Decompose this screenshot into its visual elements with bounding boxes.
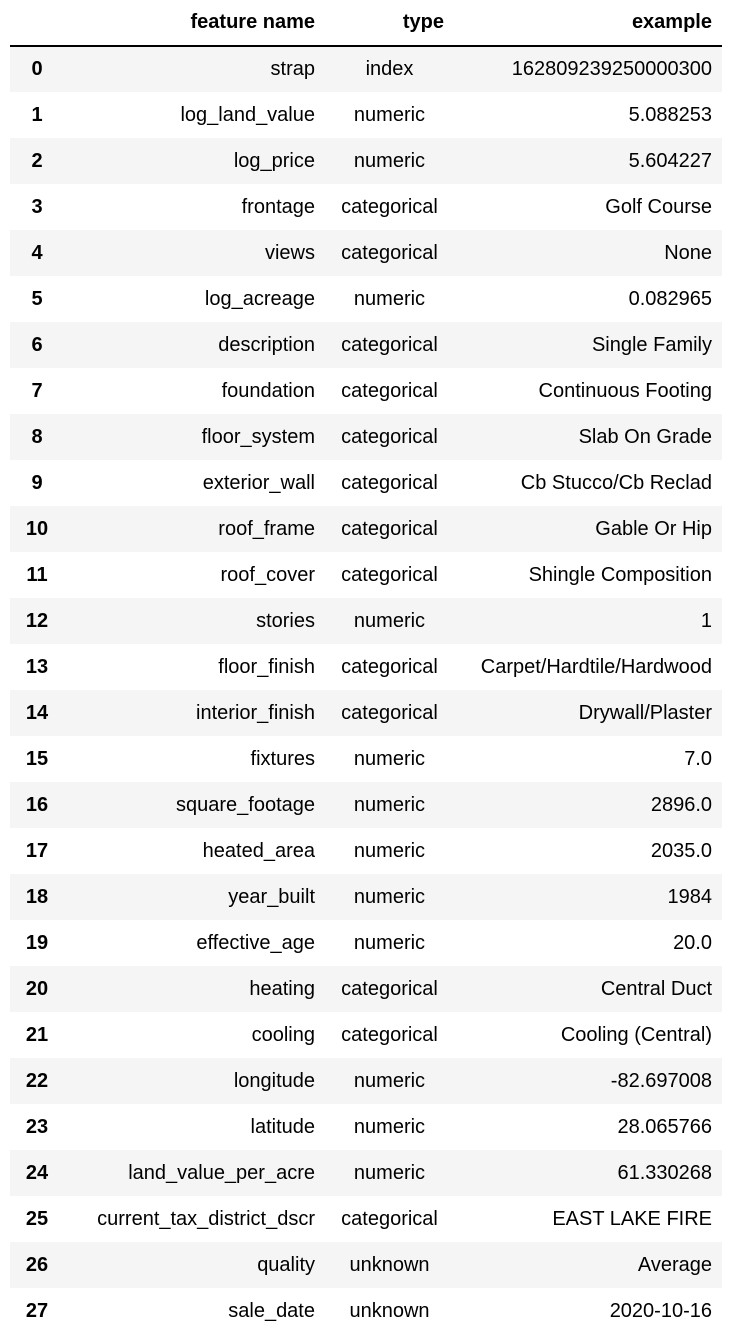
header-feature-name: feature name: [64, 4, 325, 46]
table-row: [10, 1150, 722, 1196]
example-cell: 162809239250000300: [511, 58, 712, 80]
table-row: [10, 1288, 722, 1334]
feature-name-cell: roof_frame: [218, 517, 315, 540]
feature-name-cell: log_acreage: [204, 287, 315, 310]
table-row: [10, 1104, 722, 1150]
table-row: [10, 1196, 722, 1242]
type-cell: categorical: [341, 379, 438, 402]
example-cell: 5.088253: [628, 103, 712, 126]
example-cell: Single Family: [591, 333, 712, 356]
feature-name-cell: effective_age: [196, 931, 315, 954]
row-index: 27: [25, 1299, 49, 1322]
type-cell: categorical: [341, 1023, 438, 1046]
example-cell: Drywall/Plaster: [578, 701, 712, 724]
example-cell: Central Duct: [600, 977, 712, 1000]
feature-name-cell: latitude: [250, 1115, 315, 1138]
table-row: [10, 506, 722, 552]
row-index: 16: [25, 793, 49, 816]
type-cell: categorical: [341, 701, 438, 724]
feature-name-cell: interior_finish: [196, 701, 315, 724]
table-row: [10, 414, 722, 460]
table-row: [10, 828, 722, 874]
row-index: 15: [25, 747, 49, 770]
header-example: example: [454, 4, 722, 46]
table-row: [10, 92, 722, 138]
example-cell: 2896.0: [650, 793, 712, 816]
example-cell: 5.604227: [628, 149, 712, 172]
example-cell: 7.0: [684, 747, 712, 770]
row-index: 22: [25, 1069, 49, 1092]
table-row: [10, 184, 722, 230]
example-cell: Cb Stucco/Cb Reclad: [520, 471, 712, 494]
feature-name-cell: quality: [257, 1253, 315, 1276]
table-row: [10, 368, 722, 414]
example-cell: None: [664, 241, 712, 264]
table-row: [10, 966, 722, 1012]
feature-name-cell: frontage: [241, 195, 315, 218]
table-row: [10, 920, 722, 966]
table-row: [10, 276, 722, 322]
feature-name-cell: roof_cover: [220, 563, 315, 586]
type-cell: numeric: [353, 149, 426, 172]
table-row: [10, 690, 722, 736]
feature-name-cell: views: [264, 241, 315, 264]
feature-name-cell: square_footage: [175, 793, 315, 816]
type-cell: numeric: [353, 931, 426, 954]
table-row: [10, 1242, 722, 1288]
example-cell: 28.065766: [617, 1115, 712, 1138]
example-cell: Golf Course: [605, 195, 712, 218]
example-cell: 2020-10-16: [609, 1299, 712, 1322]
example-cell: 1: [700, 609, 712, 632]
type-cell: numeric: [353, 287, 426, 310]
table-row: [10, 230, 722, 276]
type-cell: categorical: [341, 333, 438, 356]
row-index: 9: [31, 471, 43, 494]
type-cell: numeric: [353, 747, 426, 770]
row-index: 10: [25, 517, 49, 540]
feature-name-cell: strap: [270, 58, 315, 80]
feature-table: [10, 4, 722, 1334]
feature-name-cell: log_price: [233, 149, 315, 172]
table-row: [10, 138, 722, 184]
feature-name-cell: floor_system: [201, 425, 315, 448]
type-cell: numeric: [353, 1161, 426, 1184]
type-cell: categorical: [341, 471, 438, 494]
feature-name-cell: heating: [249, 977, 315, 1000]
row-index: 2: [31, 149, 43, 172]
feature-name-cell: foundation: [221, 379, 315, 402]
feature-name-cell: description: [218, 333, 315, 356]
type-cell: numeric: [353, 839, 426, 862]
row-index: 1: [31, 103, 43, 126]
feature-name-cell: longitude: [233, 1069, 315, 1092]
type-cell: index: [365, 58, 414, 80]
example-cell: 2035.0: [650, 839, 712, 862]
feature-name-cell: log_land_value: [180, 103, 315, 126]
type-cell: numeric: [353, 885, 426, 908]
table-row: [10, 552, 722, 598]
example-cell: EAST LAKE FIRE: [552, 1207, 712, 1230]
table-row: [10, 460, 722, 506]
row-index: 6: [31, 333, 43, 356]
feature-name-cell: heated_area: [202, 839, 315, 862]
type-cell: categorical: [341, 517, 438, 540]
row-index: 24: [25, 1161, 49, 1184]
row-index: 12: [25, 609, 49, 632]
example-cell: 20.0: [673, 931, 712, 954]
type-cell: categorical: [341, 563, 438, 586]
table-row: [10, 46, 722, 92]
table-row: [10, 1058, 722, 1104]
feature-name-cell: land_value_per_acre: [128, 1161, 315, 1184]
type-cell: numeric: [353, 1115, 426, 1138]
example-cell: Gable Or Hip: [595, 517, 712, 540]
table-body: [10, 46, 722, 1334]
row-index: 18: [25, 885, 49, 908]
type-cell: numeric: [353, 609, 426, 632]
row-index: 14: [25, 701, 49, 724]
type-cell: categorical: [341, 977, 438, 1000]
example-cell: -82.697008: [610, 1069, 712, 1092]
table-row: [10, 874, 722, 920]
example-cell: Average: [637, 1253, 712, 1276]
row-index: 19: [25, 931, 49, 954]
feature-name-cell: exterior_wall: [202, 471, 315, 494]
type-cell: unknown: [349, 1299, 430, 1322]
table-row: [10, 1012, 722, 1058]
example-cell: Continuous Footing: [538, 379, 712, 402]
type-cell: categorical: [341, 425, 438, 448]
type-cell: categorical: [341, 1207, 438, 1230]
table-row: [10, 598, 722, 644]
example-cell: Carpet/Hardtile/Hardwood: [480, 655, 712, 678]
row-index: 21: [25, 1023, 49, 1046]
type-cell: numeric: [353, 1069, 426, 1092]
row-index: 25: [25, 1207, 49, 1230]
header-index: [10, 4, 64, 46]
table-row: [10, 644, 722, 690]
feature-name-cell: fixtures: [250, 747, 315, 770]
table-row: [10, 782, 722, 828]
example-cell: Cooling (Central): [560, 1023, 712, 1046]
feature-name-cell: current_tax_district_dscr: [97, 1207, 315, 1230]
row-index: 4: [31, 241, 43, 264]
table-header: [10, 4, 722, 46]
example-cell: 1984: [667, 885, 712, 908]
type-cell: unknown: [349, 1253, 430, 1276]
table-row: [10, 736, 722, 782]
type-cell: categorical: [341, 195, 438, 218]
example-cell: 61.330268: [617, 1161, 712, 1184]
feature-name-cell: cooling: [251, 1023, 315, 1046]
feature-name-cell: stories: [256, 609, 315, 632]
type-cell: categorical: [341, 655, 438, 678]
row-index: 0: [31, 58, 43, 80]
row-index: 20: [25, 977, 49, 1000]
row-index: 23: [25, 1115, 49, 1138]
header-type: type: [325, 4, 454, 46]
row-index: 3: [31, 195, 43, 218]
row-index: 11: [26, 563, 48, 586]
feature-name-cell: floor_finish: [218, 655, 315, 678]
type-cell: categorical: [341, 241, 438, 264]
type-cell: numeric: [353, 793, 426, 816]
row-index: 13: [25, 655, 49, 678]
feature-name-cell: sale_date: [228, 1299, 315, 1322]
row-index: 17: [25, 839, 49, 862]
type-cell: numeric: [353, 103, 426, 126]
feature-name-cell: year_built: [228, 885, 315, 908]
example-cell: Shingle Composition: [528, 563, 712, 586]
table-row: [10, 322, 722, 368]
example-cell: Slab On Grade: [578, 425, 712, 448]
row-index: 5: [31, 287, 43, 310]
example-cell: 0.082965: [628, 287, 712, 310]
row-index: 7: [31, 379, 43, 402]
row-index: 8: [31, 425, 43, 448]
row-index: 26: [25, 1253, 49, 1276]
header-row: [10, 4, 722, 46]
